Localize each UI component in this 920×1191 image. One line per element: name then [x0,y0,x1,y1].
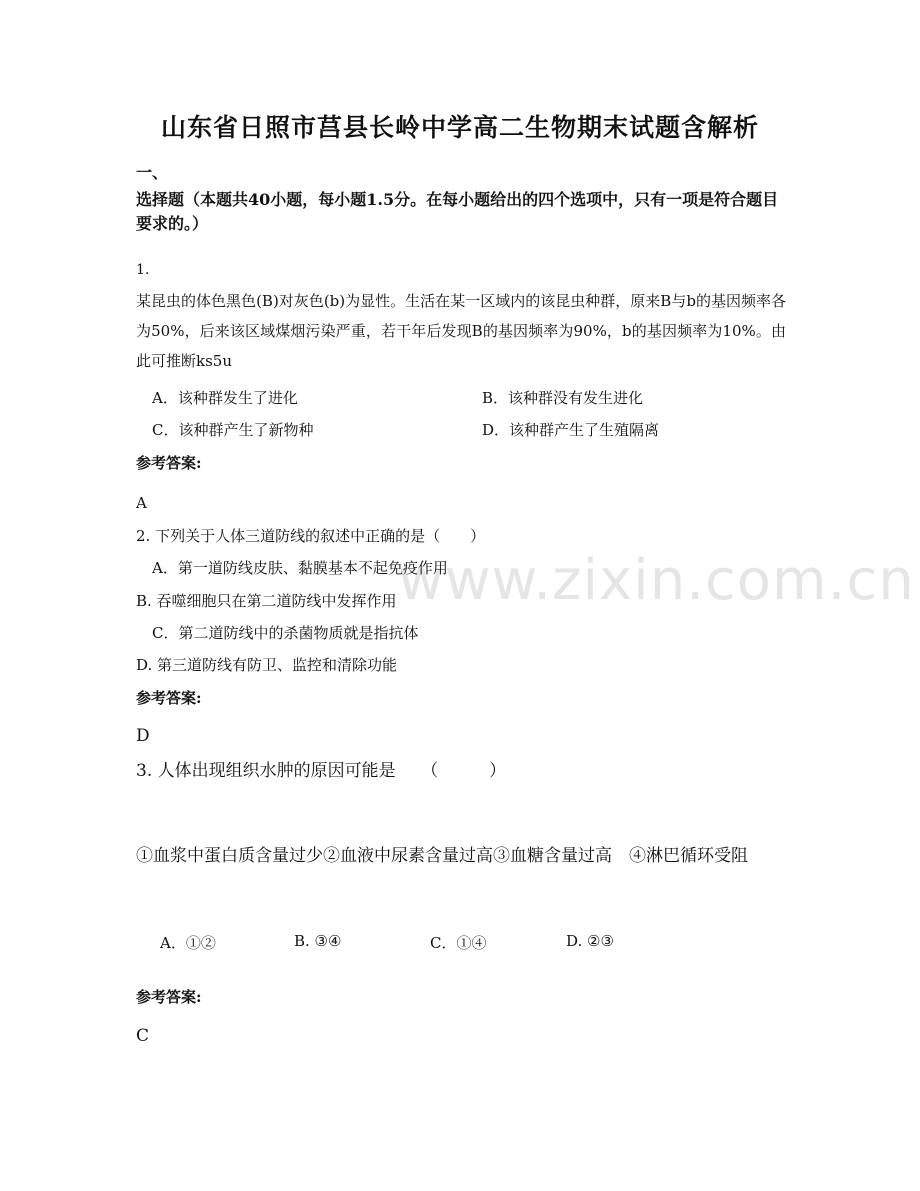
question-1-option-a: A．该种群发生了进化 [152,389,298,407]
question-2-option-c: C．第二道防线中的杀菌物质就是指抗体 [152,624,419,642]
question-2-option-d: D. 第三道防线有防卫、监控和清除功能 [136,656,398,674]
question-3-option-d: D. ②③ [566,932,614,950]
question-3-statements: ①血浆中蛋白质含量过少②血液中尿素含量过高③血糖含量过高 ④淋巴循环受阻 [136,846,748,866]
page-title: 山东省日照市莒县长岭中学高二生物期末试题含解析 [160,113,759,142]
question-2-stem: 2. 下列关于人体三道防线的叙述中正确的是（ ） [136,527,486,545]
question-1-answer-label: 参考答案: [136,454,202,472]
question-3-answer: C [136,1026,150,1046]
question-1-answer: A [136,494,147,512]
question-3-option-a: A．①② [160,934,216,952]
question-2-answer: D [136,726,150,746]
question-2-answer-label: 参考答案: [136,689,202,707]
question-3-option-c: C．①④ [430,934,487,952]
question-1-option-c: C．该种群产生了新物种 [152,421,314,439]
section-number: 一、 [136,163,169,182]
question-1-option-d: D．该种群产生了生殖隔离 [482,421,660,439]
question-1-number: 1. [136,262,150,278]
question-2-option-b: B. 吞噬细胞只在第二道防线中发挥作用 [136,592,397,610]
watermark: www.zixin.com.cn [398,548,915,613]
question-1-option-b: B．该种群没有发生进化 [482,389,644,407]
question-1-stem: 某昆虫的体色黑色(B)对灰色(b)为显性。生活在某一区域内的该昆虫种群，原来B与b的基因频率各为50%，后来该区域煤烟污染严重，若干年后发现B的基因频率为90%，b的基因频率为10%。由此可推断ks5u [136,292,786,370]
question-3-option-b: B. ③④ [294,932,342,950]
section-description: 选择题（本题共40小题，每小题1.5分。在每小题给出的四个选项中，只有一项是符合题目要求的。） [136,190,779,233]
question-3-answer-label: 参考答案: [136,988,202,1006]
question-3-stem: 3. 人体出现组织水肿的原因可能是 （ ） [136,761,507,781]
question-2-option-a: A．第一道防线皮肤、黏膜基本不起免疫作用 [152,559,448,577]
